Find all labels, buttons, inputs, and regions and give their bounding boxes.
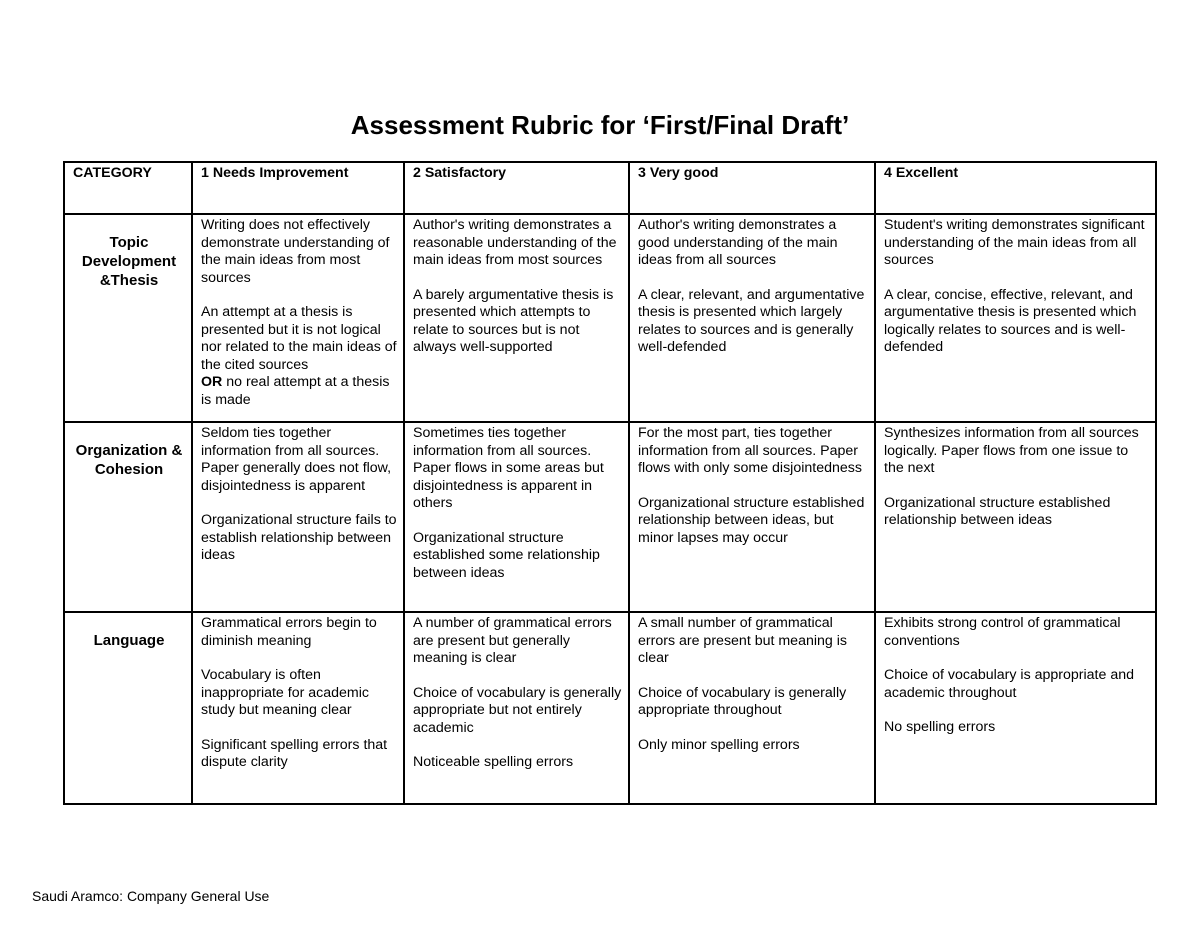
cell-organization-satisfactory <box>404 422 629 612</box>
cell-text-or <box>201 374 397 409</box>
table-row-language <box>64 612 1156 804</box>
cell-organization-very-good <box>629 422 875 612</box>
cell-text: Choice of vocabulary is appropriate and academic throughout <box>884 667 1135 701</box>
cell-text: No spelling errors <box>884 719 996 735</box>
cell-language-needs-improvement <box>192 612 404 804</box>
header-row <box>64 162 1156 214</box>
cell-topic-very-good <box>629 214 875 422</box>
header-satisfactory: 2 Satisfactory <box>404 162 629 214</box>
footer-classification: Saudi Aramco: Company General Use <box>32 888 270 904</box>
cell-text: Sometimes ties together information from all sources. Paper flows in some areas but disjointedness is apparent in others <box>413 425 604 511</box>
cell-text: Seldom ties together information from all sources. Paper generally does not flow, disjointedness is apparent <box>201 425 392 494</box>
cell-text: A clear, concise, effective, relevant, and argumentative thesis is presented which logically relates to sources and is well-defended <box>884 286 1137 355</box>
cell-language-excellent <box>875 612 1156 804</box>
cell-text: Only minor spelling errors <box>638 736 800 753</box>
header-very-good: 3 Very good <box>629 162 875 214</box>
cell-text: A number of grammatical errors are present but generally meaning is clear <box>413 615 612 666</box>
cell-text: Significant spelling errors that dispute clarity <box>201 736 388 770</box>
cell-organization-needs-improvement <box>192 422 404 612</box>
cell-text: Author's writing demonstrates a reasonable understanding of the main ideas from most sources <box>413 217 617 268</box>
table-row-organization <box>64 422 1156 612</box>
cell-text: Choice of vocabulary is generally appropriate but not entirely academic <box>413 684 622 736</box>
cell-text: Organizational structure established relationship between ideas <box>884 494 1111 528</box>
category-organization: Organization & Cohesion <box>64 422 192 612</box>
cell-topic-excellent <box>875 214 1156 422</box>
cell-text: A small number of grammatical errors are present but meaning is clear <box>638 615 847 666</box>
cell-text: Writing does not effectively demonstrate understanding of the main ideas from most sources <box>201 217 390 286</box>
or-emphasis: OR <box>201 374 223 390</box>
category-topic-development: Topic Development &Thesis <box>64 214 192 422</box>
assessment-rubric-table <box>63 161 1157 805</box>
cell-language-satisfactory <box>404 612 629 804</box>
cell-text: Vocabulary is often inappropriate for academic study but meaning clear <box>201 667 369 718</box>
table-row-topic-development <box>64 214 1156 422</box>
cell-text: Choice of vocabulary is generally appropriate throughout <box>638 684 847 718</box>
cell-text: Organizational structure established relationship between ideas, but minor lapses may occur <box>638 494 865 546</box>
cell-text: A clear, relevant, and argumentative thesis is presented which largely relates to sources and is generally well-defended <box>638 286 865 355</box>
cell-text: A barely argumentative thesis is presented which attempts to relate to sources but is not always well-supported <box>413 286 614 355</box>
cell-text: Student's writing demonstrates significant understanding of the main ideas from all sources <box>884 217 1145 268</box>
cell-text: Synthesizes information from all sources logically. Paper flows from one issue to the next <box>884 425 1139 476</box>
cell-language-very-good <box>629 612 875 804</box>
cell-text: no real attempt at a thesis is made <box>201 374 390 408</box>
cell-text: For the most part, ties together information from all sources. Paper flows with only some disjointedness <box>638 425 862 476</box>
cell-text: An attempt at a thesis is presented but it is not logical nor related to the main ideas of the cited sources <box>201 304 397 373</box>
cell-organization-excellent <box>875 422 1156 612</box>
cell-text: Exhibits strong control of grammatical conventions <box>884 615 1121 649</box>
header-category: CATEGORY <box>64 162 192 214</box>
cell-topic-satisfactory <box>404 214 629 422</box>
header-needs-improvement: 1 Needs Improvement <box>192 162 404 214</box>
category-language: Language <box>64 612 192 804</box>
cell-text: Organizational structure established some relationship between ideas <box>413 529 600 581</box>
header-excellent: 4 Excellent <box>875 162 1156 214</box>
cell-text: Organizational structure fails to establish relationship between ideas <box>201 512 397 563</box>
cell-text: Noticeable spelling errors <box>413 754 574 770</box>
cell-text: Author's writing demonstrates a good understanding of the main ideas from all sources <box>638 217 838 268</box>
cell-topic-needs-improvement <box>192 214 404 422</box>
document-title: Assessment Rubric for ‘First/Final Draft’ <box>350 110 850 140</box>
cell-text: Grammatical errors begin to diminish meaning <box>201 615 377 649</box>
